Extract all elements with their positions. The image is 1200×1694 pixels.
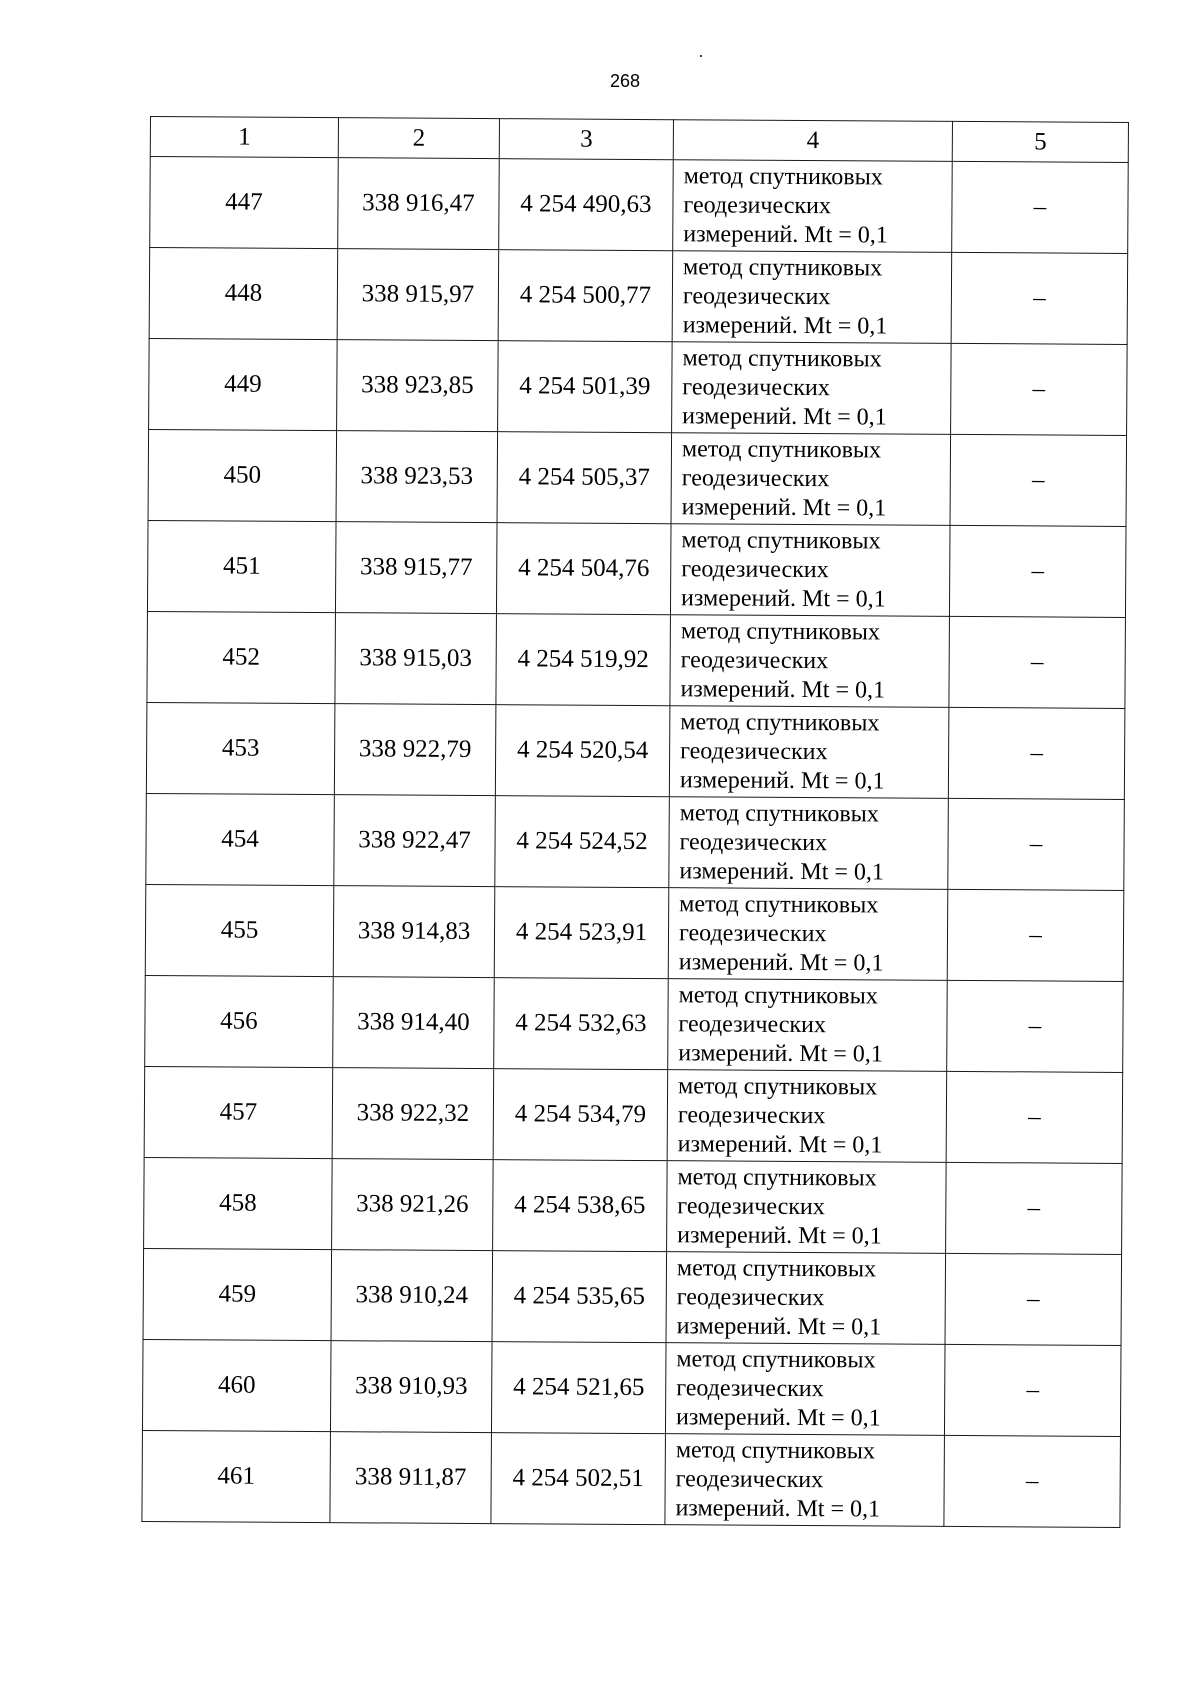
method-line: геодезических [682, 282, 831, 310]
method-line: метод спутниковых [676, 1345, 876, 1373]
method-line: геодезических [678, 1010, 826, 1038]
x-coordinate-cell: 338 916,47 [338, 158, 500, 250]
point-number-cell: 452 [147, 611, 336, 703]
method-line: измерений. Mt = 0,1 [680, 675, 886, 704]
note-cell: – [944, 1435, 1121, 1527]
x-coordinate-cell: 338 914,83 [333, 886, 495, 978]
method-line: геодезических [682, 373, 830, 401]
x-coordinate-cell: 338 922,47 [334, 795, 496, 887]
header-col-3: 3 [499, 119, 673, 160]
table-row [145, 975, 1124, 1072]
table-row [144, 1066, 1123, 1163]
method-cell [671, 433, 951, 526]
table-header [150, 117, 1128, 163]
method-line: метод спутниковых [680, 617, 881, 645]
method-line: измерений. Mt = 0,1 [675, 1403, 881, 1431]
table-row [147, 611, 1126, 708]
x-coordinate-cell: 338 915,77 [335, 522, 497, 614]
method-line: метод спутниковых [681, 526, 881, 554]
coordinates-table [141, 116, 1129, 1528]
header-col-1: 1 [150, 117, 338, 158]
note-cell: – [944, 1344, 1121, 1436]
note-cell: – [952, 161, 1129, 253]
method-line: измерений. Mt = 0,1 [679, 857, 885, 885]
method-cell [668, 888, 948, 981]
method-line: геодезических [676, 1283, 825, 1311]
x-coordinate-cell: 338 922,79 [334, 704, 496, 796]
method-line: метод спутниковых [676, 1254, 877, 1282]
method-line: измерений. Mt = 0,1 [680, 584, 886, 613]
point-number-cell: 454 [146, 793, 335, 885]
method-line: геодезических [683, 191, 831, 219]
point-number-cell: 448 [149, 248, 338, 340]
note-cell: – [948, 707, 1125, 799]
y-coordinate-cell: 4 254 532,63 [494, 978, 669, 1070]
x-coordinate-cell: 338 915,97 [337, 249, 499, 341]
table-row [145, 884, 1124, 981]
method-line: измерений. Mt = 0,1 [677, 1221, 882, 1249]
x-coordinate-cell: 338 915,03 [335, 613, 497, 705]
method-line: измерений. Mt = 0,1 [678, 1039, 883, 1067]
method-cell [669, 706, 949, 799]
method-line: геодезических [680, 646, 829, 674]
table-row [149, 248, 1128, 345]
y-coordinate-cell: 4 254 502,51 [491, 1433, 666, 1525]
x-coordinate-cell: 338 910,93 [330, 1341, 492, 1433]
y-coordinate-cell: 4 254 519,92 [496, 614, 671, 706]
method-line: метод спутниковых [679, 799, 879, 827]
method-line: измерений. Mt = 0,1 [675, 1494, 881, 1522]
method-line: метод спутниковых [675, 1436, 876, 1464]
method-line: измерений. Mt = 0,1 [678, 948, 884, 976]
table-row [143, 1248, 1122, 1345]
method-cell [665, 1343, 945, 1436]
method-cell [667, 1070, 947, 1163]
x-coordinate-cell: 338 922,32 [332, 1068, 494, 1160]
point-number-cell: 453 [146, 702, 335, 794]
method-line: метод спутниковых [678, 1072, 878, 1100]
note-cell: – [951, 252, 1128, 344]
method-line: метод спутниковых [679, 890, 879, 918]
method-line: геодезических [679, 828, 828, 856]
method-line: геодезических [675, 1465, 824, 1493]
method-cell [670, 615, 950, 708]
note-cell: – [949, 525, 1126, 617]
y-coordinate-cell: 4 254 504,76 [496, 523, 671, 615]
point-number-cell: 458 [144, 1157, 333, 1249]
header-col-4: 4 [673, 120, 952, 162]
y-coordinate-cell: 4 254 490,63 [499, 159, 674, 251]
table-row [142, 1339, 1121, 1436]
method-cell [672, 342, 952, 435]
method-line: геодезических [677, 1101, 826, 1129]
method-line: метод спутниковых [681, 435, 882, 463]
method-line: измерений. Mt = 0,1 [676, 1312, 882, 1340]
x-coordinate-cell: 338 923,53 [336, 431, 498, 523]
point-number-cell: 459 [143, 1248, 332, 1340]
method-cell [665, 1434, 945, 1527]
method-line: геодезических [676, 1374, 824, 1402]
method-line: геодезических [681, 555, 829, 583]
method-line: метод спутниковых [683, 162, 883, 190]
point-number-cell: 460 [142, 1339, 331, 1431]
method-cell [673, 160, 953, 253]
method-line: измерений. Mt = 0,1 [683, 220, 888, 249]
table-row [148, 429, 1127, 526]
y-coordinate-cell: 4 254 535,65 [492, 1251, 667, 1343]
x-coordinate-cell: 338 914,40 [333, 977, 495, 1069]
table-row [146, 793, 1125, 890]
table-row [144, 1157, 1123, 1254]
y-coordinate-cell: 4 254 500,77 [498, 250, 673, 342]
y-coordinate-cell: 4 254 520,54 [495, 705, 670, 797]
note-cell: – [947, 889, 1124, 981]
method-cell [670, 524, 950, 617]
method-line: геодезических [681, 464, 830, 492]
point-number-cell: 457 [144, 1066, 333, 1158]
note-cell: – [949, 616, 1126, 708]
method-cell [666, 1252, 946, 1345]
method-line: измерений. Mt = 0,1 [677, 1130, 883, 1158]
y-coordinate-cell: 4 254 538,65 [493, 1160, 668, 1252]
point-number-cell: 447 [150, 157, 339, 249]
point-number-cell: 461 [142, 1430, 331, 1522]
note-cell: – [948, 798, 1125, 890]
y-coordinate-cell: 4 254 523,91 [494, 887, 669, 979]
x-coordinate-cell: 338 921,26 [332, 1159, 494, 1251]
method-line: метод спутниковых [683, 253, 883, 281]
note-cell: – [947, 980, 1124, 1072]
header-col-2: 2 [338, 118, 499, 159]
table-row [142, 1430, 1121, 1527]
note-cell: – [945, 1253, 1122, 1345]
method-line: геодезических [678, 919, 827, 947]
table-row [147, 520, 1126, 617]
y-coordinate-cell: 4 254 521,65 [491, 1342, 666, 1434]
note-cell: – [951, 343, 1128, 435]
point-number-cell: 455 [145, 884, 334, 976]
table-row [149, 338, 1128, 435]
x-coordinate-cell: 338 923,85 [337, 340, 499, 432]
method-line: метод спутниковых [677, 1163, 877, 1191]
y-coordinate-cell: 4 254 524,52 [495, 796, 670, 888]
y-coordinate-cell: 4 254 505,37 [497, 432, 672, 524]
y-coordinate-cell: 4 254 501,39 [498, 341, 673, 433]
point-number-cell: 451 [147, 520, 336, 612]
table-row [150, 157, 1129, 254]
page-number: 268 [609, 71, 641, 91]
method-line: метод спутниковых [682, 344, 882, 372]
header-row [150, 117, 1128, 163]
method-line: измерений. Mt = 0,1 [681, 493, 887, 522]
note-cell: – [946, 1071, 1123, 1163]
note-cell: – [950, 434, 1127, 526]
note-cell: – [946, 1162, 1123, 1254]
method-line: измерений. Mt = 0,1 [682, 402, 887, 431]
point-number-cell: 450 [148, 429, 337, 521]
method-line: геодезических [680, 737, 828, 765]
table-body [142, 157, 1128, 1528]
method-line: геодезических [677, 1192, 825, 1220]
header-col-5: 5 [952, 121, 1128, 162]
point-number-cell: 456 [145, 975, 334, 1067]
method-line: измерений. Mt = 0,1 [682, 311, 888, 340]
scan-speck [700, 55, 702, 57]
x-coordinate-cell: 338 910,24 [331, 1250, 493, 1342]
method-cell [672, 251, 952, 344]
method-cell [668, 979, 948, 1072]
y-coordinate-cell: 4 254 534,79 [493, 1069, 668, 1161]
method-line: метод спутниковых [680, 708, 880, 736]
method-line: метод спутниковых [678, 981, 878, 1009]
method-line: измерений. Mt = 0,1 [679, 766, 885, 794]
x-coordinate-cell: 338 911,87 [330, 1432, 492, 1524]
point-number-cell: 449 [149, 338, 338, 430]
table-row [146, 702, 1125, 799]
method-cell [669, 797, 949, 890]
method-cell [667, 1161, 947, 1254]
